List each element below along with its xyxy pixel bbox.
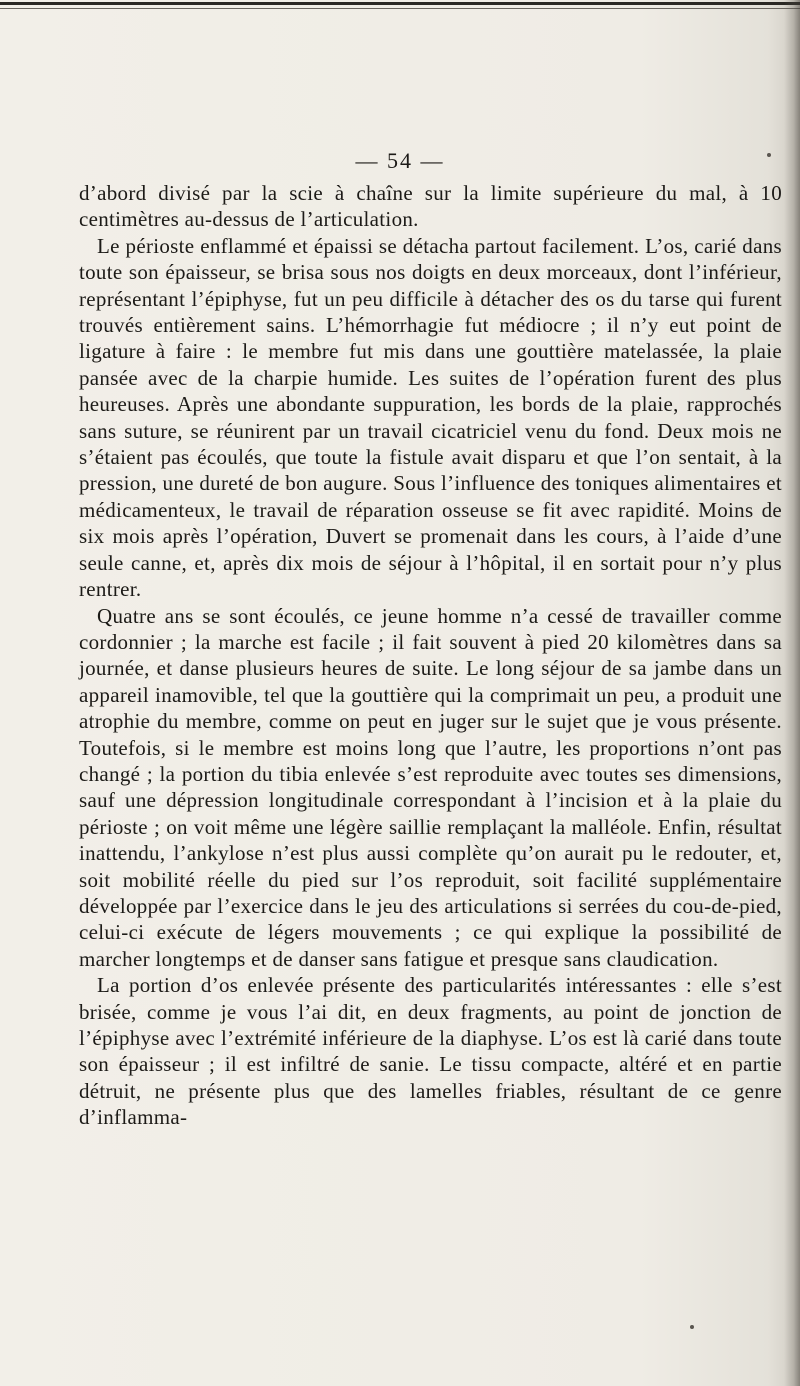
paragraph: Le périoste enflammé et épaissi se détacha partout facilement. L’os, carié dans toute son épaisseur, se brisa sous nos doigts en deux morceaux, dont l’inférieur, représentant l’épiphyse, fut un peu difficile à détacher des os du tarse qui furent trouvés entièrement sains. L’hémorrhagie fut médiocre ; il n’y eut point de ligature à faire : le membre fut mis dans une gouttière matelassée, la plaie pansée avec de la charpie humide. Les suites de l’opération furent des plus heureuses. Après une abondante suppuration, les bords de la plaie, rapprochés sans suture, se réunirent par un travail cicatriciel venu du fond. Deux mois ne s’étaient pas écoulés, que toute la fistule avait disparu et que l’on sentait, à la pression, une dureté de bon augure. Sous l’influence des toniques alimentaires et médicamenteux, le travail de réparation osseuse se fit avec rapidité. Moins de six mois après l’opération, Duvert se promenait dans les cours, à l’aide d’une seule canne, et, après dix mois de séjour à l’hôpital, il en sortait pour n’y plus rentrer.	[79, 233, 782, 602]
speck-mark	[767, 153, 771, 157]
paragraph: La portion d’os enlevée présente des particularités intéressantes : elle s’est brisée, comme je vous l’ai dit, en deux fragments, au point de jonction de l’épiphyse avec l’extrémité inférieure de la diaphyse. L’os est là carié dans toute son épaisseur ; il est infiltré de sanie. Le tissu compacte, altéré et en partie détruit, ne présente plus que des lamelles friables, résultant de ce genre d’inflamma-	[79, 973, 782, 1130]
page-number: — 54 —	[355, 148, 445, 173]
speck-mark	[690, 1325, 694, 1329]
top-border-line	[0, 2, 800, 5]
top-border-line-thin	[0, 8, 800, 9]
page-edge-shadow	[784, 0, 800, 1386]
paragraph: Quatre ans se sont écoulés, ce jeune homme n’a cessé de travailler comme cordonnier ; la marche est facile ; il fait souvent à pied 20 kilomètres dans sa journée, et danse plusieurs heures de suite. Le long séjour de sa jambe dans un appareil inamovible, tel que la gouttière qui la comprimait un peu, a produit une atrophie du membre, comme on peut en juger sur le sujet que je vous présente. Toutefois, si le membre est moins long que l’autre, les proportions n’ont pas changé ; la portion du tibia enlevée s’est reproduite avec toutes ses dimensions, sauf une dépression longitudinale correspondant à l’incision et à la plaie du périoste ; on voit même une légère saillie remplaçant la malléole. Enfin, résultat inattendu, l’ankylose n’est plus aussi complète qu’on aurait pu le redouter, et, soit mobilité réelle du pied sur l’os reproduit, soit facilité supplémentaire développée par l’exercice dans le jeu des articulations si serrées du cou-de-pied, celui-ci exécute de légers mouvements ; ce qui explique la possibilité de marcher longtemps et de danser sans fatigue et presque sans claudication.	[79, 603, 782, 971]
body-text	[79, 180, 782, 1131]
paragraph-continued: d’abord divisé par la scie à chaîne sur la limite supérieure du mal, à 10 centimètres au-dessus de l’articulation.	[79, 181, 782, 232]
